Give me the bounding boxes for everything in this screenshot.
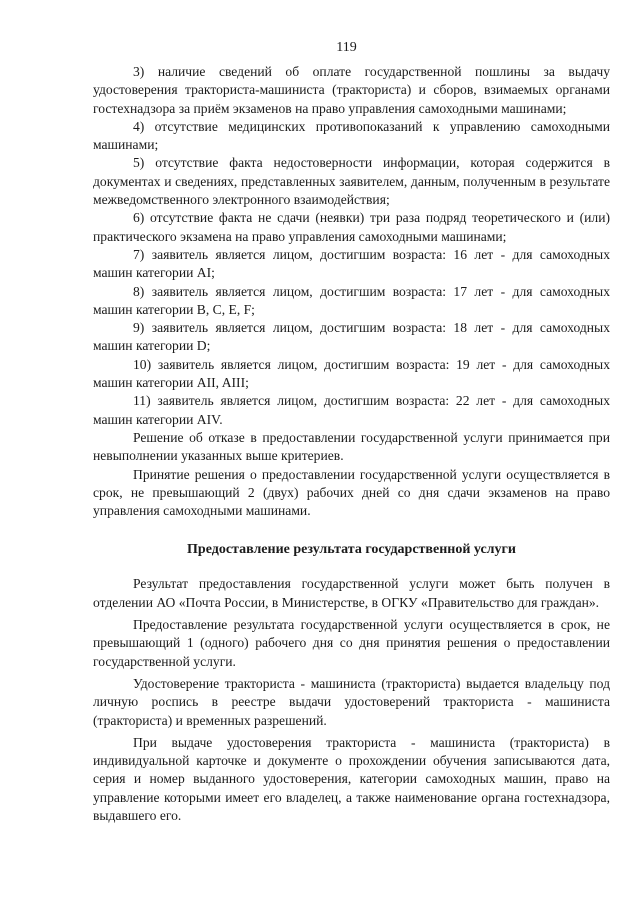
paragraph-criterion-5: 5) отсутствие факта недостоверности информации, которая содержится в документах и сведениях, представленных заявителем, данным, полученным в результате межведомственного электронного взаимодействия; <box>93 155 610 208</box>
page-number: 119 <box>336 40 357 55</box>
paragraph-criterion-9: 9) заявитель является лицом, достигшим возраста: 18 лет - для самоходных машин категории D; <box>93 320 610 354</box>
paragraph-criterion-11: 11) заявитель является лицом, достигшим возраста: 22 лет - для самоходных машин категории AIV. <box>93 393 610 427</box>
paragraph-decision-term: Принятие решения о предоставлении государственной услуги осуществляется в срок, не превышающий 2 (двух) рабочих дней со дня сдачи экзаменов на право управления самоходными машинами. <box>93 466 610 519</box>
paragraph-result-delivery: Результат предоставления государственной услуги может быть получен в отделении АО «Почта России, в Министерстве, в ОГКУ «Правительство для граждан». <box>93 576 610 610</box>
paragraph-criterion-6: 6) отсутствие факта не сдачи (неявки) три раза подряд теоретического и (или) практического экзамена на право управления самоходными машинами; <box>93 210 610 244</box>
section-heading: Предоставление результата государственной услуги <box>187 542 516 558</box>
paragraph-criterion-8: 8) заявитель является лицом, достигшим возраста: 17 лет - для самоходных машин категории B, C, E, F; <box>93 283 610 317</box>
paragraph-refusal: Решение об отказе в предоставлении государственной услуги принимается при невыполнении указанных выше критериев. <box>93 429 610 464</box>
paragraph-criterion-10: 10) заявитель является лицом, достигшим возраста: 19 лет - для самоходных машин категории AII, AIII; <box>93 356 610 391</box>
paragraph-criterion-3: 3) наличие сведений об оплате государственной пошлины за выдачу удостоверения тракториста-машиниста (тракториста) и сборов, взимаемых органами гостехнадзора за приём экзаменов на право управления самоходными машинами; <box>93 64 610 116</box>
paragraph-certificate-record: При выдаче удостоверения тракториста - машиниста (тракториста) в индивидуальной карточке и документе о прохождении обучения записываются дата, серия и номер выданного удостоверения, категории самоходных машин, право на управление которыми имеет его владелец, а также наименование органа гостехнадзора, выдавшего его. <box>93 734 610 823</box>
criteria-list <box>93 63 610 520</box>
paragraph-certificate-issue: Удостоверение тракториста - машиниста (тракториста) выдается владельцу под личную роспись в реестре выдачи удостоверений тракториста - машиниста (тракториста) и временных разрешений. <box>93 675 610 728</box>
paragraph-criterion-4: 4) отсутствие медицинских противопоказаний к управлению самоходными машинами; <box>93 118 610 153</box>
result-section <box>93 575 610 825</box>
paragraph-result-term: Предоставление результата государственной услуги осуществляется в срок, не превышающий 1 (одного) рабочего дня со дня принятия решения о предоставлении государственной услуги. <box>93 617 610 669</box>
paragraph-criterion-7: 7) заявитель является лицом, достигшим возраста: 16 лет - для самоходных машин категории AI; <box>93 246 610 281</box>
